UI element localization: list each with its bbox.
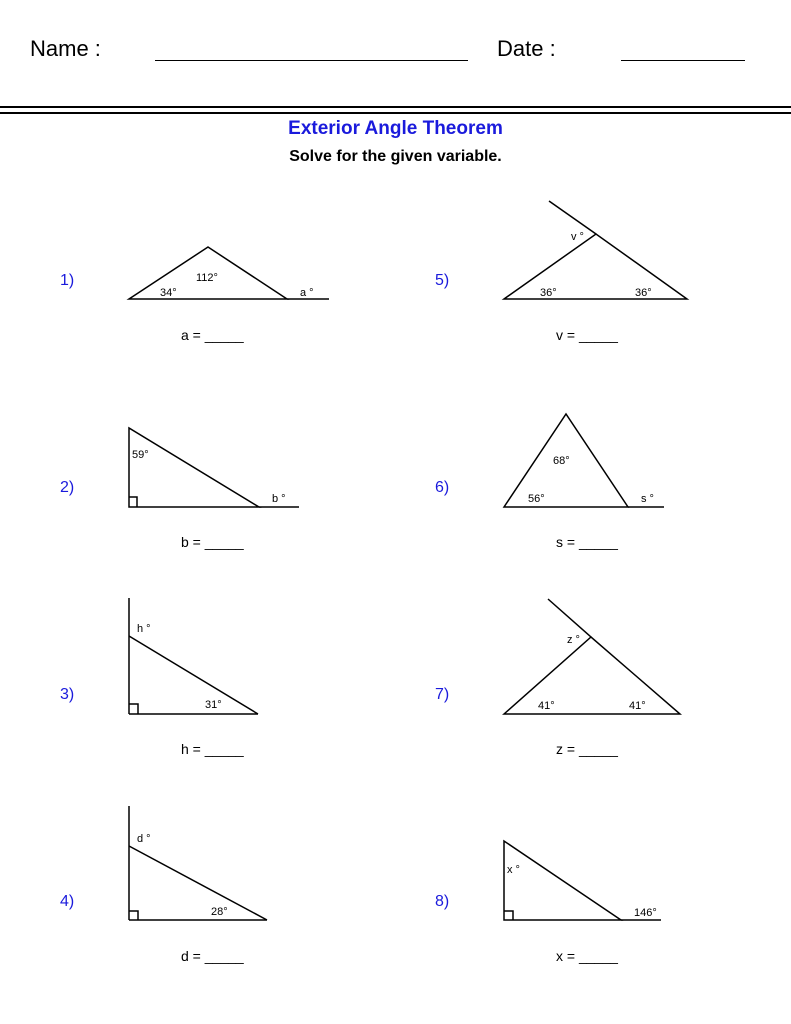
problem-number: 4) <box>60 893 75 910</box>
answer-blank[interactable]: b = _____ <box>181 534 244 550</box>
triangle-1 <box>129 247 329 299</box>
angle-label: 59° <box>132 449 149 461</box>
angle-label: h ° <box>137 623 151 635</box>
angle-label: 112° <box>196 272 218 284</box>
angle-label: x ° <box>507 864 520 876</box>
angle-label: 31° <box>205 699 222 711</box>
angle-label: 34° <box>160 287 177 299</box>
answer-blank[interactable]: s = _____ <box>556 534 618 550</box>
answer-blank[interactable]: x = _____ <box>556 948 618 964</box>
name-label: Name : <box>30 36 101 61</box>
angle-label: 146° <box>634 907 657 919</box>
triangle-8 <box>504 841 661 920</box>
problem-number: 1) <box>60 272 75 289</box>
angle-label: b ° <box>272 493 286 505</box>
angle-label: d ° <box>137 833 151 845</box>
triangle-4 <box>129 806 267 920</box>
problem-number: 2) <box>60 479 75 496</box>
angle-label: z ° <box>567 634 580 646</box>
angle-label: 28° <box>211 906 228 918</box>
problem-number: 8) <box>435 893 450 910</box>
angle-label: 41° <box>538 700 555 712</box>
angle-label: 36° <box>635 287 652 299</box>
angle-label: s ° <box>641 493 654 505</box>
triangle-6 <box>504 414 664 507</box>
angle-label: a ° <box>300 287 314 299</box>
triangle-7 <box>504 599 680 714</box>
problem-number: 3) <box>60 686 75 703</box>
worksheet-title: Exterior Angle Theorem <box>288 118 503 139</box>
problem-number: 7) <box>435 686 450 703</box>
answer-blank[interactable]: h = _____ <box>181 741 244 757</box>
date-label: Date : <box>497 36 556 61</box>
angle-label: 56° <box>528 493 545 505</box>
angle-label: 41° <box>629 700 646 712</box>
triangle-5 <box>504 201 687 299</box>
answer-blank[interactable]: v = _____ <box>556 327 618 343</box>
answer-blank[interactable]: a = _____ <box>181 327 244 343</box>
problem-number: 5) <box>435 272 450 289</box>
angle-label: 36° <box>540 287 557 299</box>
angle-label: 68° <box>553 455 570 467</box>
angle-label: v ° <box>571 231 584 243</box>
triangle-2 <box>129 428 299 507</box>
answer-blank[interactable]: d = _____ <box>181 948 244 964</box>
triangle-3 <box>129 598 258 714</box>
worksheet-subtitle: Solve for the given variable. <box>289 148 502 165</box>
problem-number: 6) <box>435 479 450 496</box>
answer-blank[interactable]: z = _____ <box>556 741 618 757</box>
